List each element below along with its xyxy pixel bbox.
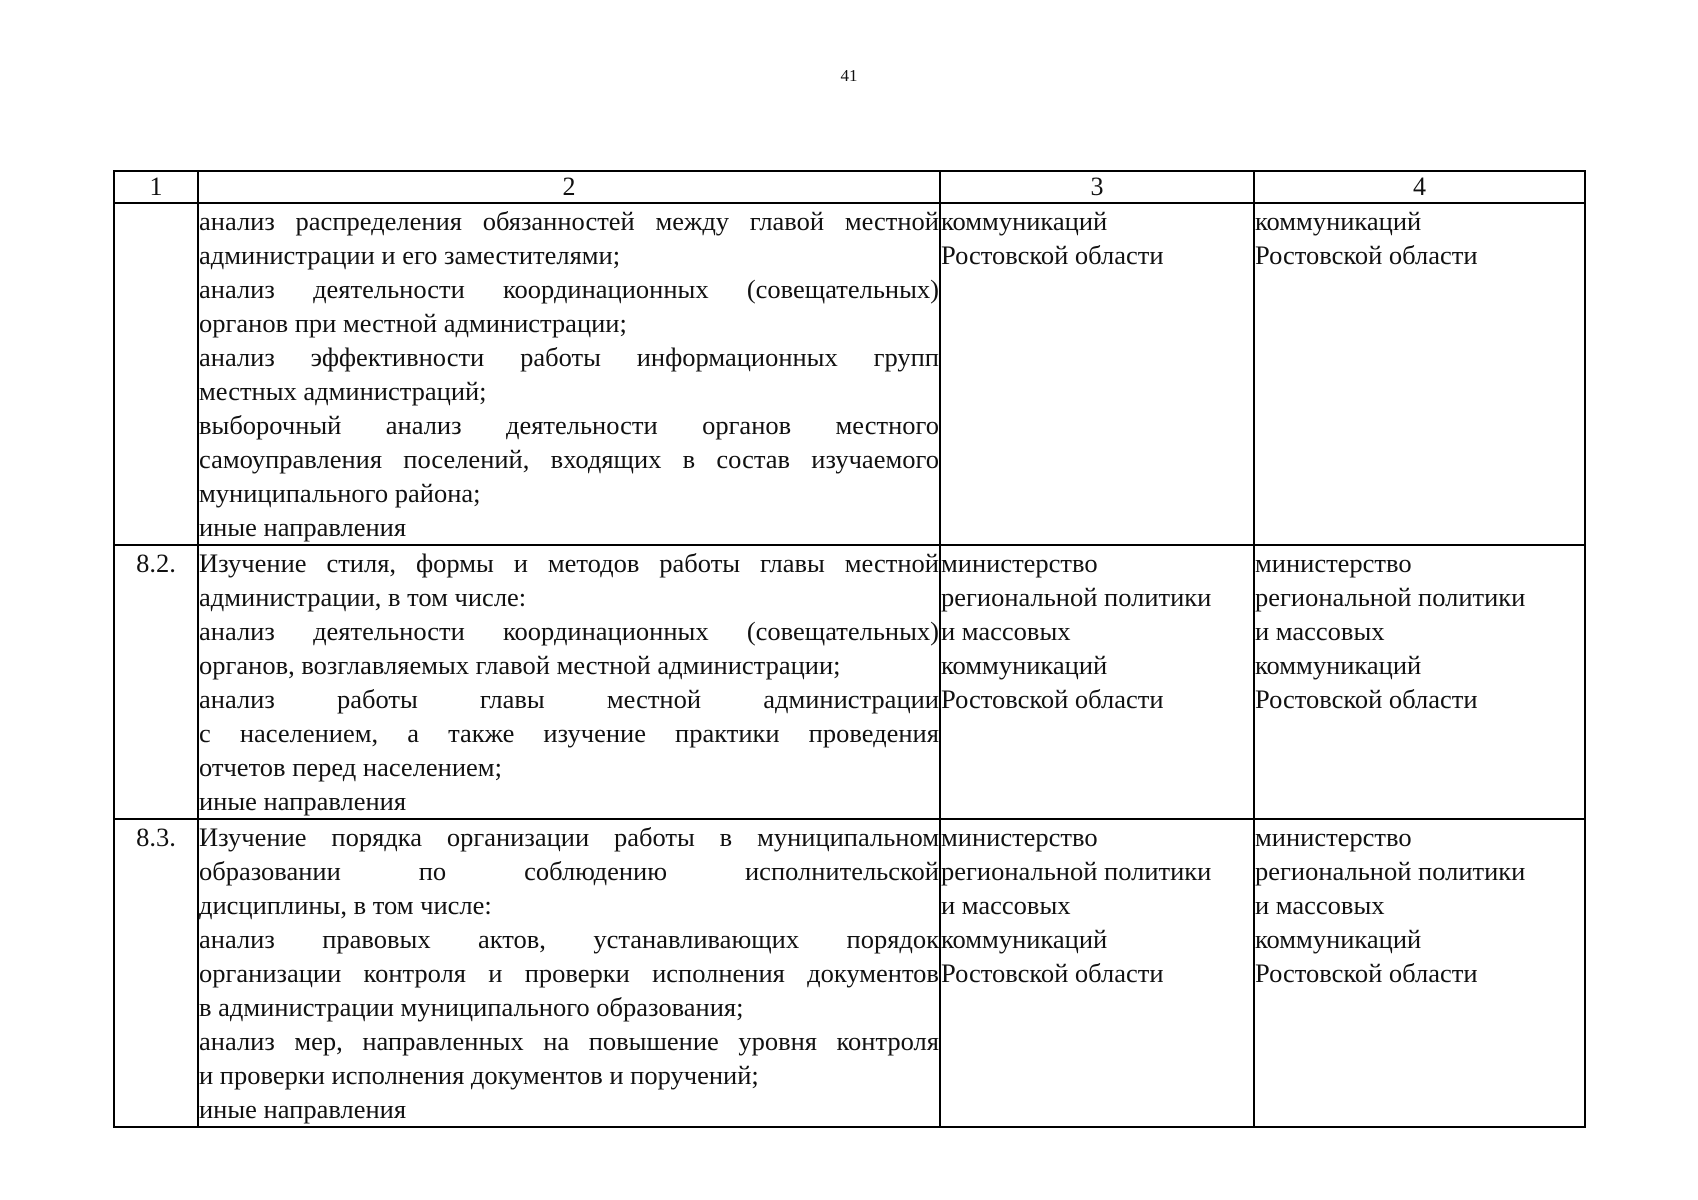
organization-line: региональной политики <box>941 856 1212 886</box>
description-word: также <box>448 718 515 748</box>
description-word: информационных <box>636 342 838 372</box>
description-word: местной <box>844 548 939 578</box>
description-line: администрации, в том числе: <box>199 582 527 612</box>
description-word: органов <box>702 410 792 440</box>
description-word: координационных <box>503 616 709 646</box>
description-word: (совещательных) <box>746 274 939 304</box>
description-word: организации <box>446 822 590 852</box>
description-line-justified <box>199 442 939 476</box>
description-word: проверки <box>524 958 630 988</box>
description-word: администрации <box>763 684 939 714</box>
description-line: иные направления <box>199 786 407 816</box>
description-word: направленных <box>362 1026 524 1056</box>
description-line: местных администраций; <box>199 376 487 406</box>
description-word: главы <box>760 548 825 578</box>
description-word: устанавливающих <box>593 924 800 954</box>
description-line-justified <box>199 854 939 888</box>
description-word: порядка <box>331 822 422 852</box>
description-line-justified <box>199 614 939 648</box>
description-word: (совещательных) <box>746 616 939 646</box>
description-word: муниципальном <box>757 822 939 852</box>
description-line: администрации и его заместителями; <box>199 240 621 270</box>
description-word: работы <box>614 822 695 852</box>
organization-line: министерство <box>1255 548 1412 578</box>
document-table <box>113 170 1586 1128</box>
page-number: 41 <box>840 66 858 85</box>
description-word: работы <box>520 342 601 372</box>
organization-line: Ростовской области <box>1255 240 1478 270</box>
organization-line: и массовых <box>941 616 1071 646</box>
coexecutor-cell <box>1254 203 1585 545</box>
row-number-cell: 8.3. <box>114 819 198 1127</box>
description-line: органов при местной администрации; <box>199 308 627 338</box>
description-word: контроля <box>363 958 466 988</box>
description-word: с <box>199 718 211 748</box>
organization-line: коммуникаций <box>941 650 1108 680</box>
description-word: исполнительской <box>745 856 939 886</box>
description-word: исполнения <box>652 958 785 988</box>
description-word: а <box>407 718 419 748</box>
table-row <box>114 819 1585 1127</box>
description-line: иные направления <box>199 512 407 542</box>
description-line: дисциплины, в том числе: <box>199 890 492 920</box>
description-word: изучаемого <box>811 444 939 474</box>
organization-line: министерство <box>941 548 1098 578</box>
organization-line: Ростовской области <box>941 240 1164 270</box>
description-word: анализ <box>199 1026 275 1056</box>
description-word: анализ <box>199 274 275 304</box>
table-header-row <box>114 171 1585 203</box>
description-line-justified <box>199 716 939 750</box>
description-cell <box>198 819 940 1127</box>
description-line-justified <box>199 682 939 716</box>
coexecutor-cell <box>1254 545 1585 819</box>
responsible-cell <box>940 545 1254 819</box>
description-word: эффективности <box>310 342 485 372</box>
header-cell-2: 2 <box>198 171 940 203</box>
description-word: деятельности <box>505 410 658 440</box>
description-word: актов, <box>478 924 546 954</box>
description-word: изучение <box>543 718 646 748</box>
description-line-justified <box>199 204 939 238</box>
description-line-justified <box>199 922 939 956</box>
description-word: главой <box>749 206 825 236</box>
description-word: в <box>682 444 696 474</box>
description-word: анализ <box>199 206 275 236</box>
table-row <box>114 545 1585 819</box>
description-word: порядок <box>846 924 939 954</box>
description-line-justified <box>199 340 939 374</box>
header-cell-4: 4 <box>1254 171 1585 203</box>
description-word: анализ <box>199 342 275 372</box>
description-word: распределения <box>295 206 462 236</box>
description-word: самоуправления <box>199 444 383 474</box>
description-word: поселений, <box>403 444 530 474</box>
description-word: работы <box>659 548 741 578</box>
description-word: образовании <box>199 856 341 886</box>
description-word: контроля <box>836 1026 939 1056</box>
description-line-justified <box>199 956 939 990</box>
description-word: правовых <box>322 924 431 954</box>
description-word: формы <box>415 548 494 578</box>
description-word: населением, <box>239 718 379 748</box>
coexecutor-cell <box>1254 819 1585 1127</box>
description-word: в <box>719 822 733 852</box>
description-line-justified <box>199 820 939 854</box>
description-line: органов, возглавляемых главой местной администрации; <box>199 650 841 680</box>
description-word: состав <box>716 444 791 474</box>
organization-line: коммуникаций <box>1255 650 1422 680</box>
description-word: документов <box>807 958 939 988</box>
row-number-cell <box>114 203 198 545</box>
description-word: анализ <box>199 616 275 646</box>
description-word: выборочный <box>199 410 342 440</box>
description-line: иные направления <box>199 1094 407 1124</box>
description-word: анализ <box>199 924 275 954</box>
description-word: местной <box>844 206 939 236</box>
description-word: методов <box>547 548 640 578</box>
description-word: местной <box>606 684 702 714</box>
description-word: входящих <box>550 444 662 474</box>
description-word: и <box>513 548 528 578</box>
description-line: и проверки исполнения документов и поручений; <box>199 1060 759 1090</box>
description-word: организации <box>199 958 342 988</box>
organization-line: региональной политики <box>1255 582 1526 612</box>
description-word: местного <box>835 410 939 440</box>
description-word: между <box>655 206 730 236</box>
description-word: Изучение <box>199 548 307 578</box>
header-cell-3: 3 <box>940 171 1254 203</box>
organization-line: коммуникаций <box>941 206 1108 236</box>
responsible-cell <box>940 819 1254 1127</box>
description-line: в администрации муниципального образования; <box>199 992 744 1022</box>
organization-line: Ростовской области <box>941 684 1164 714</box>
description-word: работы <box>336 684 418 714</box>
description-word: практики <box>675 718 780 748</box>
description-word: деятельности <box>313 274 465 304</box>
responsible-cell <box>940 203 1254 545</box>
description-word: и <box>488 958 503 988</box>
table-row <box>114 203 1585 545</box>
organization-line: коммуникаций <box>1255 924 1422 954</box>
description-word: на <box>543 1026 570 1056</box>
description-word: стиля, <box>326 548 397 578</box>
row-number-cell: 8.2. <box>114 545 198 819</box>
description-word: проведения <box>808 718 939 748</box>
organization-line: и массовых <box>1255 616 1385 646</box>
description-word: мер, <box>294 1026 343 1056</box>
description-word: уровня <box>738 1026 817 1056</box>
description-word: обязанностей <box>482 206 635 236</box>
description-word: анализ <box>199 684 275 714</box>
description-cell <box>198 545 940 819</box>
organization-line: министерство <box>941 822 1098 852</box>
organization-line: региональной политики <box>941 582 1212 612</box>
description-line: муниципального района; <box>199 478 481 508</box>
description-word: координационных <box>503 274 709 304</box>
description-line-justified <box>199 408 939 442</box>
organization-line: и массовых <box>1255 890 1385 920</box>
description-line-justified <box>199 272 939 306</box>
description-line-justified <box>199 1024 939 1058</box>
description-line-justified <box>199 546 939 580</box>
organization-line: и массовых <box>941 890 1071 920</box>
description-word: деятельности <box>313 616 465 646</box>
description-cell <box>198 203 940 545</box>
description-word: главы <box>479 684 545 714</box>
organization-line: коммуникаций <box>941 924 1108 954</box>
description-word: соблюдению <box>524 856 668 886</box>
organization-line: министерство <box>1255 822 1412 852</box>
description-line: отчетов перед населением; <box>199 752 502 782</box>
organization-line: Ростовской области <box>941 958 1164 988</box>
organization-line: Ростовской области <box>1255 958 1478 988</box>
header-cell-1: 1 <box>114 171 198 203</box>
description-word: Изучение <box>199 822 307 852</box>
organization-line: региональной политики <box>1255 856 1526 886</box>
organization-line: коммуникаций <box>1255 206 1422 236</box>
description-word: анализ <box>385 410 462 440</box>
description-word: групп <box>873 342 939 372</box>
description-word: по <box>418 856 447 886</box>
organization-line: Ростовской области <box>1255 684 1478 714</box>
description-word: повышение <box>588 1026 719 1056</box>
